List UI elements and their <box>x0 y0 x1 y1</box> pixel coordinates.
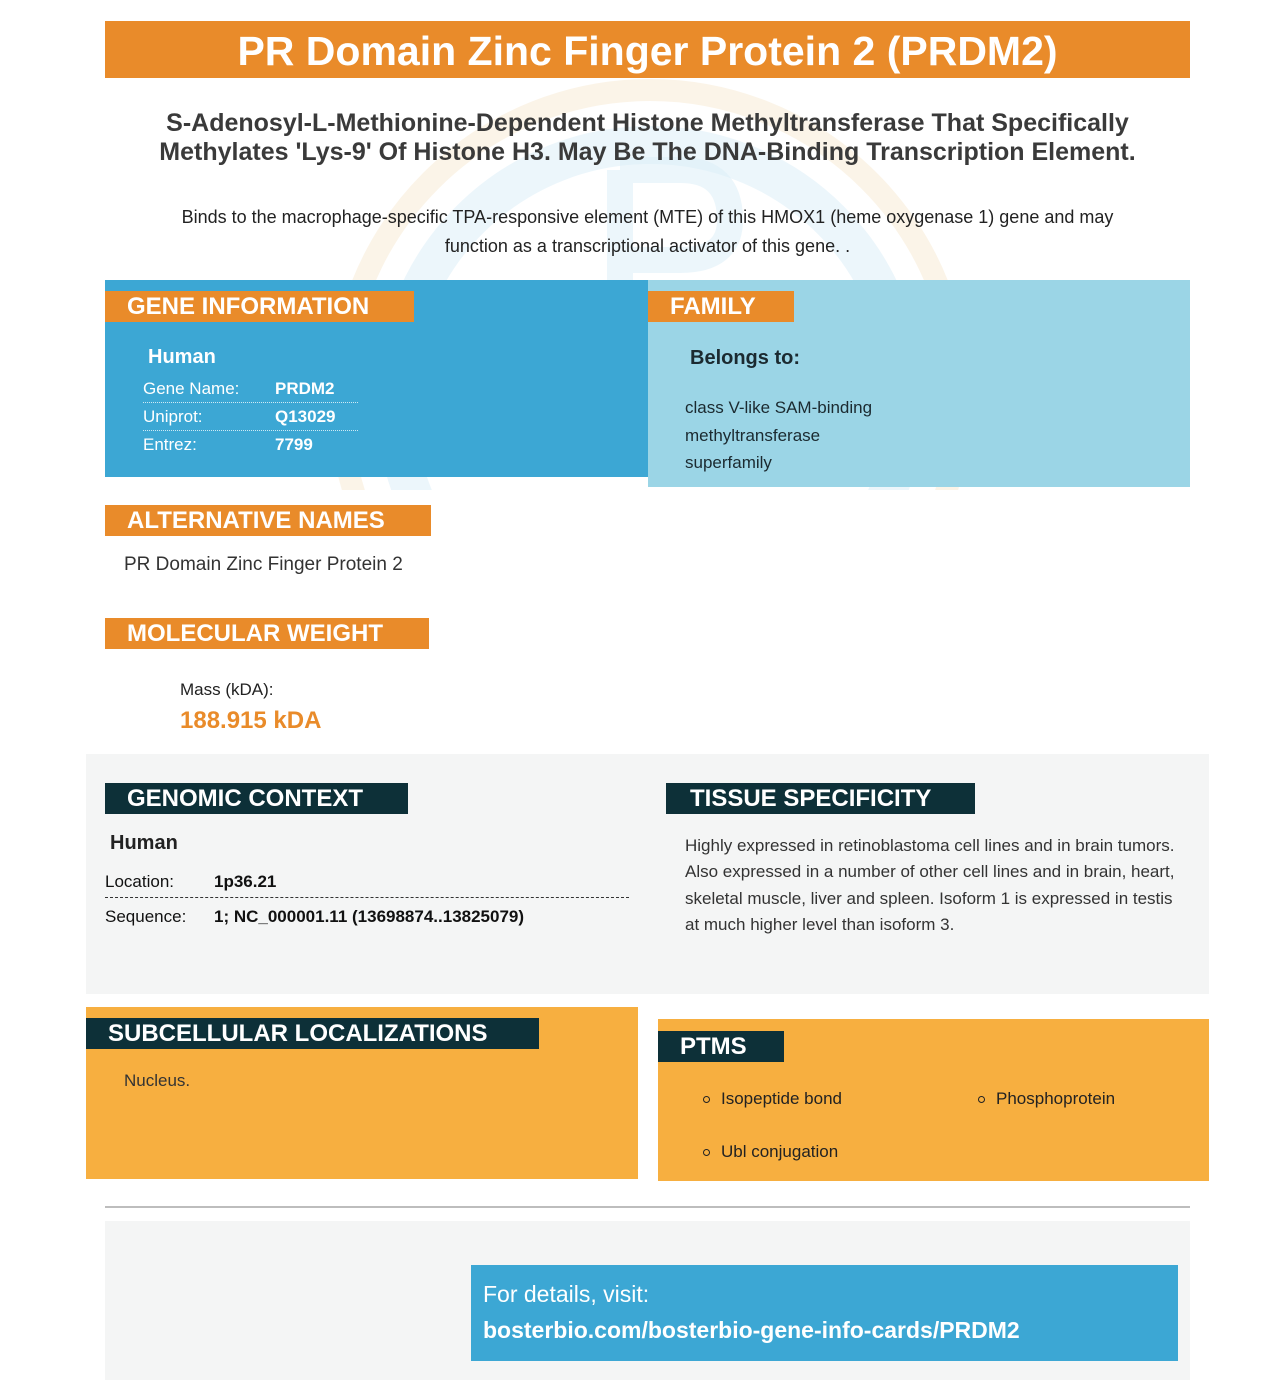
page-subtitle: S-Adenosyl-L-Methionine-Dependent Histone Methyltransferase That Specifically Methylates 'Lys-9' Of Histone H3. May Be The DNA-Binding Transcription Element. <box>159 109 1136 166</box>
tissue-specificity-text: Highly expressed in retinoblastoma cell lines and in brain tumors. Also expressed in a number of other cell lines and in brain, heart, skeletal muscle, liver and spleen. Isoform 1 is expressed in testis at much higher level than isoform 3. <box>685 836 1175 934</box>
location-value: 1p36.21 <box>214 872 277 891</box>
molecular-weight-heading: MOLECULAR WEIGHT <box>105 618 429 649</box>
mass-value: 188.915 kDA <box>180 707 322 734</box>
ptm-item <box>703 1089 842 1109</box>
intro-text: Binds to the macrophage-specific TPA-responsive element (MTE) of this HMOX1 (heme oxygenase 1) gene and may function as a transcriptional activator of this gene. . <box>181 207 1114 256</box>
gene-row-key: Entrez: <box>143 435 197 454</box>
location-row <box>105 867 629 898</box>
sequence-key: Sequence: <box>105 907 187 926</box>
gene-information-heading: GENE INFORMATION <box>105 291 414 322</box>
alternative-names-heading: ALTERNATIVE NAMES <box>105 505 431 536</box>
family-heading: FAMILY <box>648 291 794 322</box>
sequence-value: 1; NC_000001.11 (13698874..13825079) <box>214 907 525 926</box>
ptms-heading: PTMS <box>658 1031 784 1062</box>
ptm-item <box>703 1142 838 1162</box>
gene-row-value: 7799 <box>275 435 313 454</box>
gene-row-uniprot <box>143 403 358 431</box>
location-key: Location: <box>105 872 174 891</box>
subcellular-text: Nucleus. <box>124 1071 191 1090</box>
bullet-icon <box>978 1096 985 1103</box>
tissue-specificity-heading: TISSUE SPECIFICITY <box>666 783 975 814</box>
details-label: For details, visit: <box>483 1281 650 1307</box>
gene-row-key: Uniprot: <box>143 407 203 426</box>
bullet-icon <box>703 1096 710 1103</box>
footer-divider <box>105 1206 1190 1208</box>
ptm-item <box>978 1089 1115 1109</box>
belongs-to-label: Belongs to: <box>690 347 800 369</box>
bullet-icon <box>703 1149 710 1156</box>
gene-row-key: Gene Name: <box>143 379 240 398</box>
gene-species: Human <box>148 346 216 368</box>
gene-row-entrez <box>143 431 358 458</box>
gene-row-name <box>143 375 358 403</box>
alternative-names-text: PR Domain Zinc Finger Protein 2 <box>124 554 403 575</box>
ptm-item-label: Isopeptide bond <box>721 1089 842 1108</box>
ptm-item-label: Ubl conjugation <box>721 1142 839 1161</box>
details-link[interactable]: bosterbio.com/bosterbio-gene-info-cards/PRDM2 <box>483 1317 1020 1343</box>
genomic-context-heading: GENOMIC CONTEXT <box>105 783 408 814</box>
mass-label: Mass (kDA): <box>180 680 274 699</box>
page-title: PR Domain Zinc Finger Protein 2 (PRDM2) <box>105 21 1190 78</box>
gene-row-value: PRDM2 <box>275 379 335 398</box>
gene-row-value: Q13029 <box>275 407 336 426</box>
genomic-species: Human <box>110 832 178 854</box>
subcellular-heading: SUBCELLULAR LOCALIZATIONS <box>86 1018 539 1049</box>
sequence-row <box>105 902 629 932</box>
details-box <box>471 1265 1178 1361</box>
gene-info-table <box>143 375 358 458</box>
family-text: class V-like SAM-binding methyltransferase superfamily <box>685 398 873 472</box>
ptm-item-label: Phosphoprotein <box>996 1089 1116 1108</box>
